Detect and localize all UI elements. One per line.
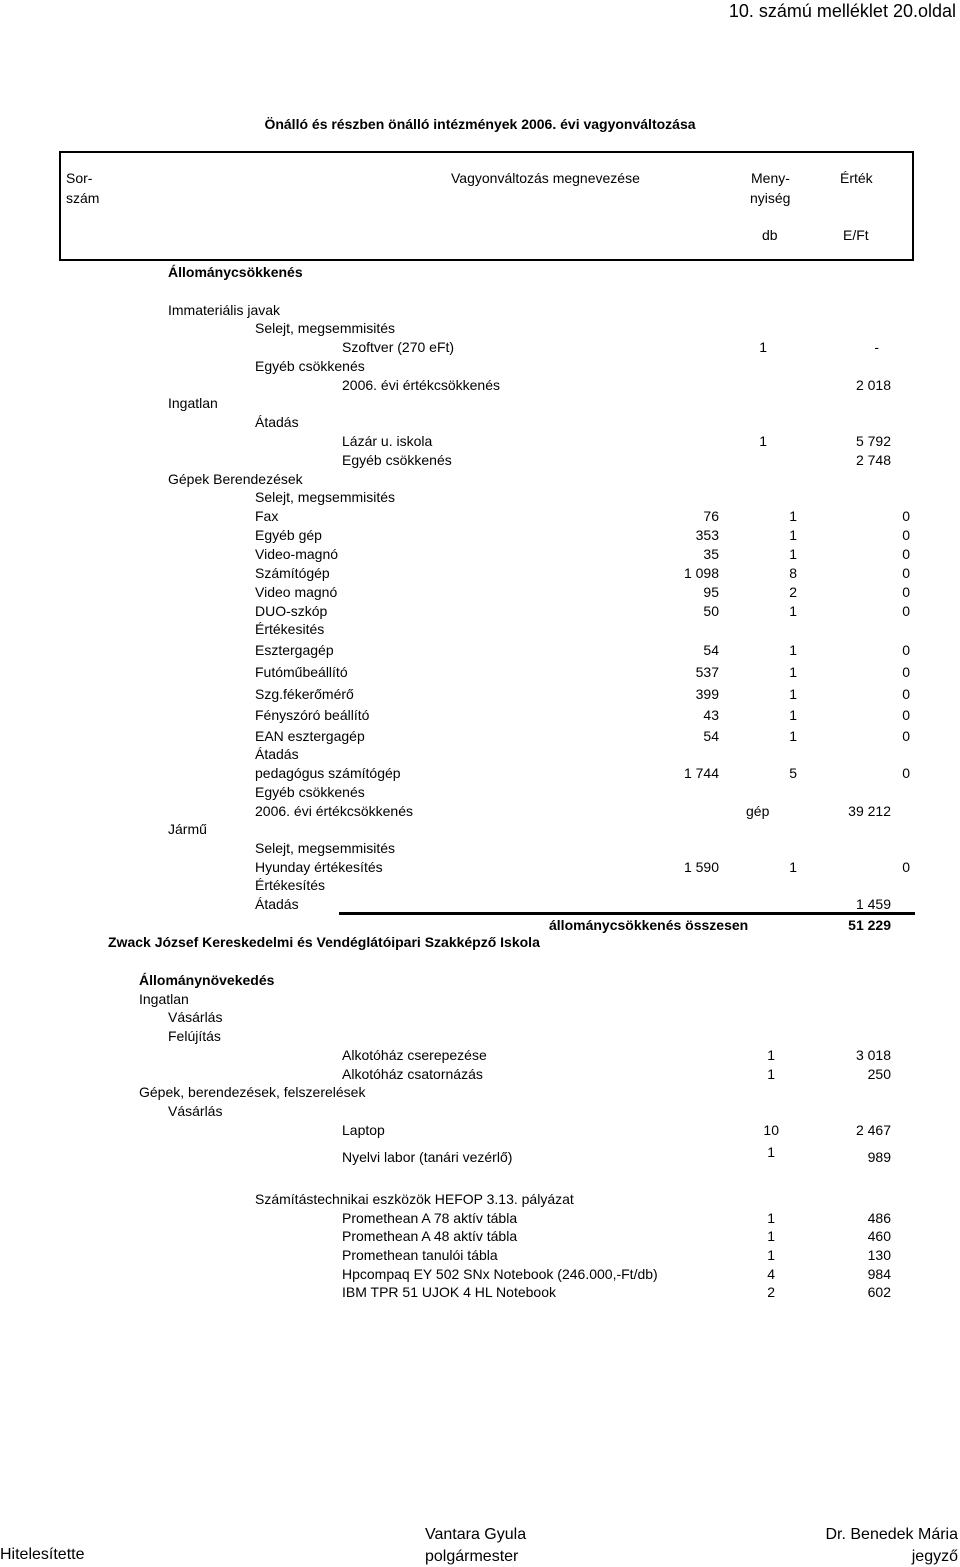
school-name: Zwack József Kereskedelmi és Vendéglátóipari Szakképző Iskola <box>108 934 540 950</box>
item-qty: 10 <box>763 1122 779 1138</box>
item-value: 0 <box>902 728 910 744</box>
group-ingatlan: Ingatlan <box>168 395 218 411</box>
item-qty: 1 <box>767 1047 775 1063</box>
item-name: Laptop <box>342 1122 385 1138</box>
group-ingatlan: Ingatlan <box>139 991 189 1007</box>
subgroup-atadas: Átadás <box>255 896 299 912</box>
item-qty: 1 <box>767 1228 775 1244</box>
item-value: 39 212 <box>848 803 891 819</box>
item-value: 2 467 <box>855 1122 891 1138</box>
item-qty: 1 <box>789 859 797 875</box>
item-qty: 5 <box>789 765 797 781</box>
item-value: 2 018 <box>855 377 891 393</box>
item-name: Szg.fékerőmérő <box>255 686 354 702</box>
subgroup-vasarlas: Vásárlás <box>168 1009 223 1025</box>
item-gross: 35 <box>703 546 719 562</box>
item-qty: 1 <box>789 603 797 619</box>
item-qty: 1 <box>767 1210 775 1226</box>
subgroup-selejt: Selejt, megsemmisités <box>255 320 396 336</box>
subgroup-ertekesites: Értékesítés <box>255 877 326 893</box>
item-name: Fax <box>255 508 279 524</box>
item-value: 2 748 <box>855 452 891 468</box>
item-name: 2006. évi értékcsökkenés <box>255 803 413 819</box>
item-value: 130 <box>867 1247 891 1263</box>
total-rule <box>339 912 915 915</box>
header-sorszam-2: szám <box>66 190 100 206</box>
item-gross: 43 <box>703 707 719 723</box>
item-qty: 1 <box>789 642 797 658</box>
item-name: Számítógép <box>255 565 330 581</box>
group-jarmu: Jármű <box>168 821 207 837</box>
item-value: 0 <box>902 584 910 600</box>
signer-2-role: jegyző <box>911 1548 958 1565</box>
item-name: Hyunday értékesítés <box>255 859 383 875</box>
item-qty: 1 <box>767 1066 775 1082</box>
item-qty: 1 <box>767 1247 775 1263</box>
group-gepek: Gépek, berendezések, felszerelések <box>139 1084 366 1100</box>
item-name: Egyéb csökkenés <box>342 452 452 468</box>
group-gepek: Gépek Berendezések <box>168 471 303 487</box>
section-heading-increase: Állománynövekedés <box>139 972 275 988</box>
item-name: Nyelvi labor (tanári vezérlő) <box>342 1149 513 1165</box>
item-name: Alkotóház csatornázás <box>342 1066 483 1082</box>
item-value: 0 <box>902 765 910 781</box>
header-sorszam-1: Sor- <box>66 170 93 186</box>
item-qty: 2 <box>789 584 797 600</box>
item-gross: 537 <box>695 664 719 680</box>
item-name: Esztergagép <box>255 642 334 658</box>
table-header <box>59 151 914 261</box>
item-value: 3 018 <box>855 1047 891 1063</box>
item-name: Alkotóház cserepezése <box>342 1047 487 1063</box>
header-qty-1: Meny- <box>751 170 790 186</box>
item-qty: 1 <box>789 707 797 723</box>
subgroup-ertekesites: Értékesités <box>255 621 325 637</box>
item-value: 1 459 <box>855 896 891 912</box>
item-value: 0 <box>902 686 910 702</box>
item-name: Promethean A 78 aktív tábla <box>342 1210 518 1226</box>
hefop-heading: Számítástechnikai eszközök HEFOP 3.13. pályázat <box>255 1191 574 1207</box>
item-gross: 353 <box>695 527 719 543</box>
item-gross: 76 <box>703 508 719 524</box>
item-name: Video magnó <box>255 584 338 600</box>
item-name: Fényszóró beállító <box>255 707 370 723</box>
page-header: 10. számú melléklet 20.oldal <box>728 1 956 21</box>
subgroup-atadas: Átadás <box>255 414 299 430</box>
item-qty: 1 <box>789 686 797 702</box>
signer-2-name: Dr. Benedek Mária <box>825 1526 958 1543</box>
item-name: Video-magnó <box>255 546 339 562</box>
item-qty: 1 <box>789 508 797 524</box>
header-description: Vagyonváltozás megnevezése <box>451 170 640 186</box>
item-name: EAN esztergagép <box>255 728 365 744</box>
item-tag: gép <box>746 803 770 819</box>
item-name: IBM TPR 51 UJOK 4 HL Notebook <box>342 1284 556 1300</box>
item-gross: 54 <box>703 642 719 658</box>
item-gross: 1 098 <box>683 565 719 581</box>
item-value: 0 <box>902 603 910 619</box>
item-value: 486 <box>867 1210 891 1226</box>
signer-1-name: Vantara Gyula <box>425 1526 527 1543</box>
header-qty-2: nyiség <box>750 190 791 206</box>
item-name: Promethean A 48 aktív tábla <box>342 1228 518 1244</box>
item-value: 0 <box>902 642 910 658</box>
page-title: Önálló és részben önálló intézmények 2006. évi vagyonváltozása <box>264 116 696 132</box>
signer-1-role: polgármester <box>425 1548 519 1565</box>
item-qty: 4 <box>767 1266 775 1282</box>
item-name: Lázár u. iskola <box>342 433 433 449</box>
item-gross: 1 744 <box>683 765 719 781</box>
item-name: Egyéb gép <box>255 527 322 543</box>
total-label: állománycsökkenés összesen <box>549 917 749 933</box>
item-name: pedagógus számítógép <box>255 765 401 781</box>
subgroup-selejt: Selejt, megsemmisités <box>255 489 396 505</box>
item-qty: 8 <box>789 565 797 581</box>
item-value: - <box>874 339 879 355</box>
item-value: 5 792 <box>855 433 891 449</box>
item-gross: 1 590 <box>683 859 719 875</box>
item-value: 0 <box>902 546 910 562</box>
item-value: 0 <box>902 859 910 875</box>
item-value: 0 <box>902 527 910 543</box>
item-qty: 1 <box>767 1144 775 1160</box>
item-value: 989 <box>867 1149 891 1165</box>
subgroup-egyeb: Egyéb csökkenés <box>255 784 365 800</box>
header-unit-value: E/Ft <box>843 227 869 243</box>
item-name: Promethean tanulói tábla <box>342 1247 498 1263</box>
item-value: 0 <box>902 707 910 723</box>
item-value: 0 <box>902 565 910 581</box>
item-gross: 399 <box>695 686 719 702</box>
item-name: Futóműbeállító <box>255 664 348 680</box>
item-value: 250 <box>867 1066 891 1082</box>
item-name: Szoftver (270 eFt) <box>342 339 455 355</box>
item-name: 2006. évi értékcsökkenés <box>342 377 500 393</box>
item-qty: 1 <box>789 527 797 543</box>
item-gross: 54 <box>703 728 719 744</box>
item-qty: 1 <box>759 433 767 449</box>
item-name: Hpcompaq EY 502 SNx Notebook (246.000,-Ft/db) <box>342 1266 658 1282</box>
subgroup-egyeb: Egyéb csökkenés <box>255 358 365 374</box>
section-heading-decrease: Állománycsökkenés <box>168 264 303 280</box>
item-value: 0 <box>902 508 910 524</box>
item-qty: 1 <box>759 339 767 355</box>
item-qty: 2 <box>767 1284 775 1300</box>
item-gross: 50 <box>703 603 719 619</box>
header-unit-qty: db <box>762 227 778 243</box>
item-qty: 1 <box>789 546 797 562</box>
item-value: 602 <box>867 1284 891 1300</box>
item-name: DUO-szkóp <box>255 603 328 619</box>
subgroup-selejt: Selejt, megsemmisités <box>255 840 396 856</box>
item-value: 984 <box>867 1266 891 1282</box>
item-value: 0 <box>902 664 910 680</box>
group-immaterial: Immateriális javak <box>168 302 281 318</box>
item-value: 460 <box>867 1228 891 1244</box>
header-value: Érték <box>840 170 873 186</box>
total-value: 51 229 <box>848 917 891 933</box>
item-gross: 95 <box>703 584 719 600</box>
item-qty: 1 <box>789 728 797 744</box>
subgroup-atadas: Átadás <box>255 746 299 762</box>
certified-label: Hitelesítette <box>0 1546 85 1563</box>
subgroup-felujitas: Felújítás <box>168 1028 221 1044</box>
item-qty: 1 <box>789 664 797 680</box>
subgroup-vasarlas: Vásárlás <box>168 1103 223 1119</box>
